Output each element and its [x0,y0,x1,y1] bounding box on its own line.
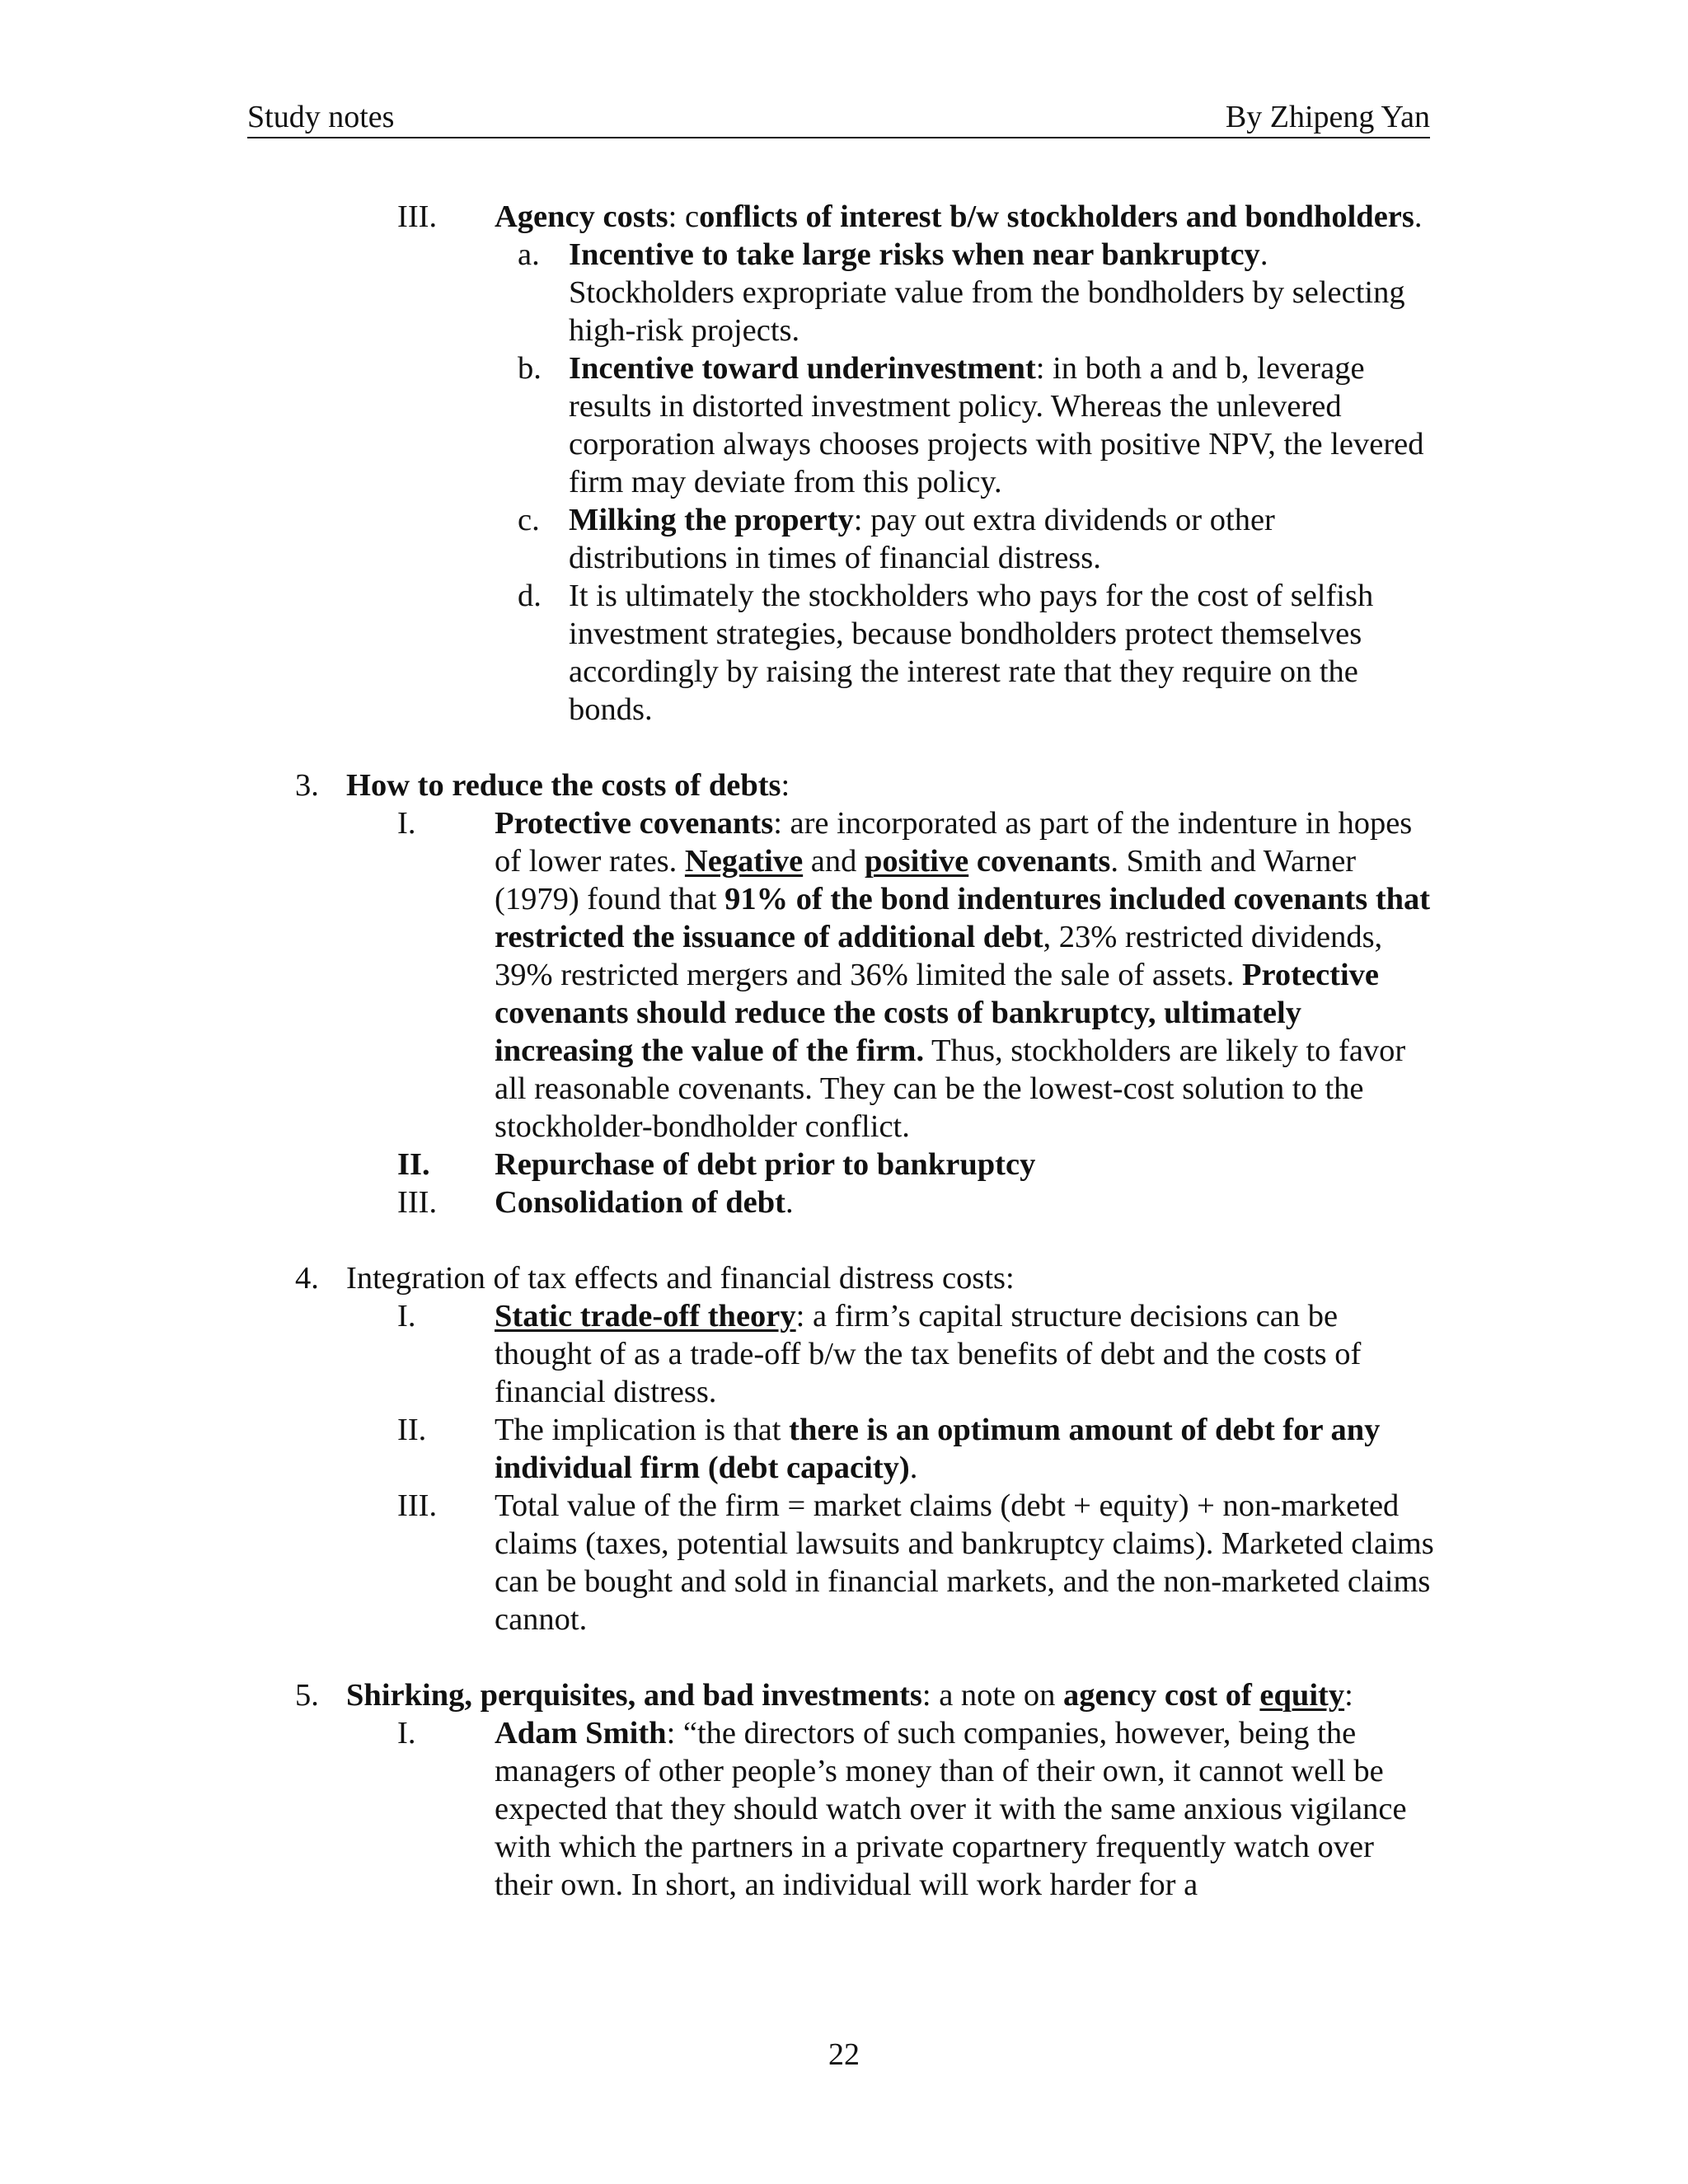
adam-smith-item: I. Adam Smith: “the directors of such companies, however, being the managers of other people’s money than of their own, it cannot well be expected that they should watch over it with the same anxious vigilance with which the partners in a private copartnery frequently watch over their own. In short, an individual will work harder for a [397,1716,1407,1902]
static-tradeoff-item: I. Static trade-off theory: a firm’s capital structure decisions can be thought of as a trade-off b/w the tax benefits of debt and the costs of financial distress. [397,1299,1362,1409]
page-number: 22 [828,2037,860,2072]
page-header [247,97,1430,138]
section-4-heading: 4. Integration of tax effects and financial distress costs: [295,1261,1015,1296]
section-5-heading: 5. Shirking, perquisites, and bad investments: a note on agency cost of equity: [295,1678,1353,1713]
list-item: b. Incentive toward underinvestment: in both a and b, leverage results in distorted investment policy. Whereas the unlevered corporation always chooses projects with positive NPV, the levered firm may deviate from this policy. [518,351,1424,499]
header-left: Study notes [247,100,395,134]
page-content [0,198,1688,1904]
list-item: a. Incentive to take large risks when near bankruptcy. Stockholders expropriate value from the bondholders by selecting high-risk projects. [518,237,1405,348]
implication-item: II. The implication is that there is an optimum amount of debt for any individual firm (debt capacity). [397,1413,1381,1485]
list-item: d. It is ultimately the stockholders who pays for the cost of selfish investment strategies, because bondholders protect themselves accordingly by raising the interest rate that they require on the bonds. [518,579,1374,727]
header-right: By Zhipeng Yan [1225,100,1430,134]
roman-marker: III. [397,199,438,234]
total-value-item: III. Total value of the firm = market claims (debt + equity) + non-marketed claims (taxes, potential lawsuits and bankruptcy claims). Marketed claims can be bought and sold in financial markets, and the non-marketed claims cannot. [397,1488,1434,1637]
agency-costs-item: III. Agency costs: conflicts of interest b/w stockholders and bondholders. [397,199,1423,234]
protective-covenants-item: I. Protective covenants: are incorporated as part of the indenture in hopes of lower rates. Negative and positive covenants. Smith and Warner (1979) found that 91% of the bond indentures included covenants that restricted the issuance of additional debt, 23% restricted dividends, 39% restricted mergers and 36% limited the sale of assets. Protective covenants should reduce the costs of bankruptcy, ultimately increasing the value of the firm. Thus, stockholders are likely to favor all reasonable covenants. They can be the lowest-cost solution to the stockholder-bondholder conflict. [397,806,1431,1144]
list-item: c. Milking the property: pay out extra dividends or other distributions in times of financial distress. [518,503,1275,575]
agency-costs-term: Agency costs [495,199,668,234]
section-3-heading: 3. How to reduce the costs of debts: [295,768,790,803]
consolidation-debt-item: III. Consolidation of debt. [397,1185,794,1220]
repurchase-debt-item: II. Repurchase of debt prior to bankruptcy [397,1147,1036,1182]
